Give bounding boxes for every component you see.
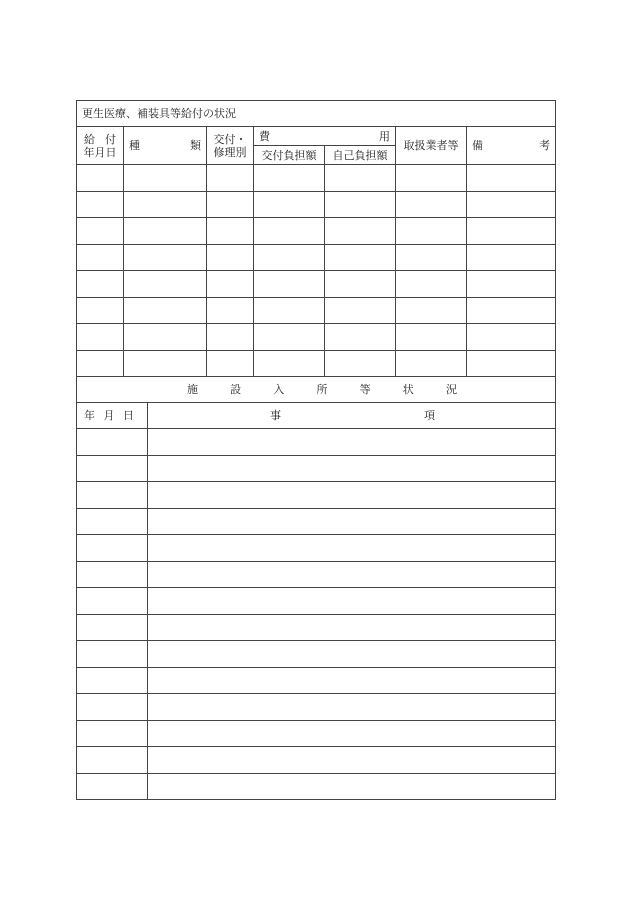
table-cell[interactable]	[396, 244, 467, 271]
table-cell[interactable]	[77, 165, 124, 192]
section-title-char: 施	[187, 383, 198, 396]
table-row	[77, 455, 556, 482]
table-cell[interactable]	[148, 588, 556, 615]
table-cell[interactable]	[77, 720, 148, 747]
header-cost-char-1: 費	[259, 129, 270, 143]
table-cell[interactable]	[77, 297, 124, 324]
table-cell[interactable]	[124, 244, 207, 271]
table-row	[77, 218, 556, 245]
table-cell[interactable]	[467, 165, 556, 192]
benefit-table-title: 更生医療、補装具等給付の状況	[77, 101, 556, 127]
table-cell[interactable]	[467, 297, 556, 324]
table-cell[interactable]	[148, 455, 556, 482]
table-cell[interactable]	[77, 747, 148, 774]
header-item	[148, 403, 556, 429]
table-cell[interactable]	[254, 350, 325, 377]
table-cell[interactable]	[467, 350, 556, 377]
table-cell[interactable]	[254, 165, 325, 192]
header-ymd	[77, 403, 148, 429]
table-cell[interactable]	[77, 271, 124, 298]
table-cell[interactable]	[467, 244, 556, 271]
table-row	[77, 641, 556, 668]
table-row	[77, 535, 556, 562]
table-cell[interactable]	[77, 350, 124, 377]
table-cell[interactable]	[325, 324, 396, 351]
header-remarks-char-1: 備	[472, 139, 483, 152]
header-vendor: 取扱業者等	[396, 127, 467, 165]
table-cell[interactable]	[77, 244, 124, 271]
table-cell[interactable]	[207, 191, 254, 218]
table-cell[interactable]	[77, 561, 148, 588]
table-row	[77, 482, 556, 509]
header-type-char-2: 類	[190, 139, 201, 152]
table-cell[interactable]	[148, 614, 556, 641]
header-item-char-2: 項	[424, 409, 435, 422]
header-date-char-1: 給	[84, 132, 95, 146]
table-row	[77, 508, 556, 535]
table-cell[interactable]	[148, 561, 556, 588]
table-cell[interactable]	[254, 244, 325, 271]
table-cell[interactable]	[325, 191, 396, 218]
table-cell[interactable]	[77, 773, 148, 800]
table-row	[77, 561, 556, 588]
table-cell[interactable]	[77, 614, 148, 641]
header-cost-char-2: 用	[379, 129, 390, 143]
header-benefit-date	[77, 127, 124, 165]
table-cell[interactable]	[148, 773, 556, 800]
table-row	[77, 297, 556, 324]
table-row	[77, 614, 556, 641]
table-cell[interactable]	[124, 350, 207, 377]
section-title-char: 状	[402, 383, 414, 396]
table-row	[77, 747, 556, 774]
table-cell[interactable]	[77, 482, 148, 509]
header-date-ymd: 年月日	[83, 145, 117, 159]
table-cell[interactable]	[148, 667, 556, 694]
section-title-char: 所	[316, 383, 328, 396]
table-cell[interactable]	[124, 218, 207, 245]
table-cell[interactable]	[207, 244, 254, 271]
table-cell[interactable]	[396, 218, 467, 245]
table-cell[interactable]	[148, 641, 556, 668]
table-cell[interactable]	[396, 271, 467, 298]
table-cell[interactable]	[254, 324, 325, 351]
table-row	[77, 324, 556, 351]
table-cell[interactable]	[207, 350, 254, 377]
section-title-char: 況	[445, 383, 457, 396]
table-row	[77, 350, 556, 377]
table-cell[interactable]	[124, 271, 207, 298]
table-cell[interactable]	[207, 324, 254, 351]
header-cost-self: 自己負担額	[325, 146, 396, 165]
header-cost	[254, 127, 396, 146]
table-cell[interactable]	[77, 641, 148, 668]
table-cell[interactable]	[254, 297, 325, 324]
table-cell[interactable]	[148, 508, 556, 535]
table-cell[interactable]	[396, 165, 467, 192]
table-cell[interactable]	[207, 218, 254, 245]
table-cell[interactable]	[254, 218, 325, 245]
header-cost-issued: 交付負担額	[254, 146, 325, 165]
table-row	[77, 694, 556, 721]
table-cell[interactable]	[148, 720, 556, 747]
table-row	[77, 191, 556, 218]
table-row	[77, 667, 556, 694]
facility-status-table	[76, 376, 556, 800]
facility-table-body	[77, 429, 556, 800]
table-cell[interactable]	[124, 297, 207, 324]
table-cell[interactable]	[124, 191, 207, 218]
table-cell[interactable]	[124, 324, 207, 351]
table-cell[interactable]	[77, 324, 124, 351]
header-issue-repair	[207, 127, 254, 165]
table-cell[interactable]	[325, 271, 396, 298]
table-cell[interactable]	[467, 191, 556, 218]
table-cell[interactable]	[77, 588, 148, 615]
table-cell[interactable]	[77, 535, 148, 562]
table-cell[interactable]	[325, 350, 396, 377]
header-date-char: 月	[103, 409, 115, 422]
table-cell[interactable]	[254, 191, 325, 218]
table-cell[interactable]	[77, 191, 124, 218]
table-cell[interactable]	[396, 191, 467, 218]
header-remarks	[467, 127, 556, 165]
table-cell[interactable]	[77, 429, 148, 456]
table-cell[interactable]	[254, 271, 325, 298]
table-cell[interactable]	[207, 271, 254, 298]
table-cell[interactable]	[148, 429, 556, 456]
table-row	[77, 588, 556, 615]
table-cell[interactable]	[467, 324, 556, 351]
header-type-char-1: 種	[129, 139, 140, 152]
header-item-char-1: 事	[270, 409, 281, 422]
table-cell[interactable]	[77, 667, 148, 694]
table-cell[interactable]	[467, 218, 556, 245]
table-cell[interactable]	[148, 482, 556, 509]
table-cell[interactable]	[207, 297, 254, 324]
facility-section-title	[77, 377, 556, 403]
table-cell[interactable]	[77, 218, 124, 245]
table-cell[interactable]	[396, 297, 467, 324]
table-cell[interactable]	[77, 508, 148, 535]
header-type	[124, 127, 207, 165]
header-date-char: 年	[84, 409, 95, 422]
benefit-status-table	[76, 100, 556, 377]
table-cell[interactable]	[148, 747, 556, 774]
table-row	[77, 271, 556, 298]
table-cell[interactable]	[77, 694, 148, 721]
header-issue-line-1: 交付・	[213, 132, 247, 146]
header-issue-line-2: 修理別	[213, 145, 247, 159]
table-cell[interactable]	[77, 455, 148, 482]
form-container	[76, 100, 555, 800]
table-cell[interactable]	[148, 535, 556, 562]
table-row	[77, 429, 556, 456]
table-row	[77, 773, 556, 800]
table-row	[77, 720, 556, 747]
section-title-char: 等	[359, 383, 371, 396]
table-cell[interactable]	[396, 324, 467, 351]
table-cell[interactable]	[467, 271, 556, 298]
table-cell[interactable]	[325, 218, 396, 245]
header-remarks-char-2: 考	[539, 139, 551, 152]
table-cell[interactable]	[148, 694, 556, 721]
table-cell[interactable]	[325, 297, 396, 324]
section-title-char: 設	[230, 383, 242, 396]
benefit-table-body	[77, 165, 556, 377]
section-title-char: 入	[273, 383, 285, 396]
table-cell[interactable]	[207, 165, 254, 192]
header-date-char: 日	[123, 409, 134, 422]
table-cell[interactable]	[325, 244, 396, 271]
table-row	[77, 165, 556, 192]
table-row	[77, 244, 556, 271]
table-cell[interactable]	[325, 165, 396, 192]
table-cell[interactable]	[396, 350, 467, 377]
table-cell[interactable]	[124, 165, 207, 192]
header-date-char-2: 付	[105, 132, 116, 146]
